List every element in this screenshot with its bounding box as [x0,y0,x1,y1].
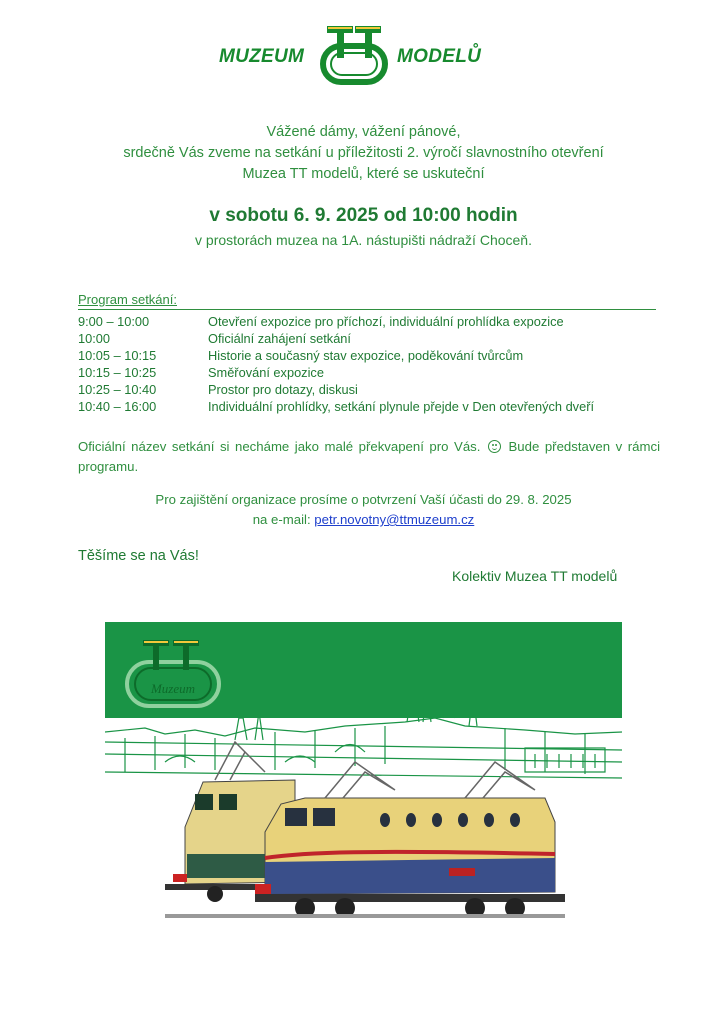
program-desc: Individuální prohlídky, setkání plynule přejde v Den otevřených dveří [208,399,595,414]
smiley-icon [488,440,501,453]
program-desc: Směřování expozice [208,365,324,380]
program-title: Program setkání: [78,292,177,307]
rsvp-email-line [40,510,687,530]
program-time: 10:00 [78,331,111,346]
program-desc: Oficiální zahájení setkání [208,331,351,346]
closing-text: Těšíme se na Vás! [78,548,199,564]
program-time: 9:00 – 10:00 [78,314,150,329]
program-item [78,331,678,348]
program-item [78,382,678,399]
program-item [78,399,678,416]
program-item [78,365,678,382]
program-desc: Otevření expozice pro příchozí, individuální prohlídka expozice [208,314,564,329]
rsvp-line: Pro zajištění organizace prosíme o potvrzení Vaší účasti do 29. 8. 2025 [155,492,572,507]
program-time: 10:25 – 10:40 [78,382,157,397]
program-time: 10:40 – 16:00 [78,399,157,414]
museum-banner [105,622,622,922]
rail-track [165,914,565,918]
event-date: v sobotu 6. 9. 2025 od 10:00 hodin [209,205,518,226]
header-logo [215,22,505,88]
program-desc: Historie a současný stav expozice, poděkování tvůrcům [208,348,524,363]
program-item [78,314,678,331]
greeting-line-3: Muzea TT modelů, které se uskuteční [242,166,485,182]
greeting-line-2: srdečně Vás zveme na setkání u příležitosti 2. výročí slavnostního otevření [123,145,604,161]
program-desc: Prostor pro dotazy, diskusi [208,382,358,397]
rsvp-block [40,490,687,530]
rsvp-email-prefix: na e-mail: [252,512,311,527]
note-text-after: Bude představen v rámci programu. [78,439,660,474]
logo-word-modelu: MODELŮ [397,46,482,67]
locomotive-front-icon [255,762,565,918]
note-text-before: Oficiální název setkání si necháme jako malé překvapení pro Vás. [78,439,481,454]
logo-word-muzeum: MUZEUM [219,46,305,67]
banner-logo-text: Muzeum [150,681,196,696]
tt-track-icon [319,24,389,86]
surprise-note [78,437,660,477]
program-list [78,314,678,416]
program-divider [78,309,656,310]
banner-green-band [105,622,622,718]
greeting-line-1: Vážené dámy, vážení pánové, [266,124,461,140]
event-place: v prostorách muzea na 1A. nástupišti nádraží Choceň. [195,232,532,248]
email-link[interactable]: petr.novotny@ttmuzeum.cz [314,512,475,527]
program-time: 10:15 – 10:25 [78,365,157,380]
program-item [78,348,678,365]
program-time: 10:05 – 10:15 [78,348,157,363]
signature: Kolektiv Muzea TT modelů [452,568,618,584]
